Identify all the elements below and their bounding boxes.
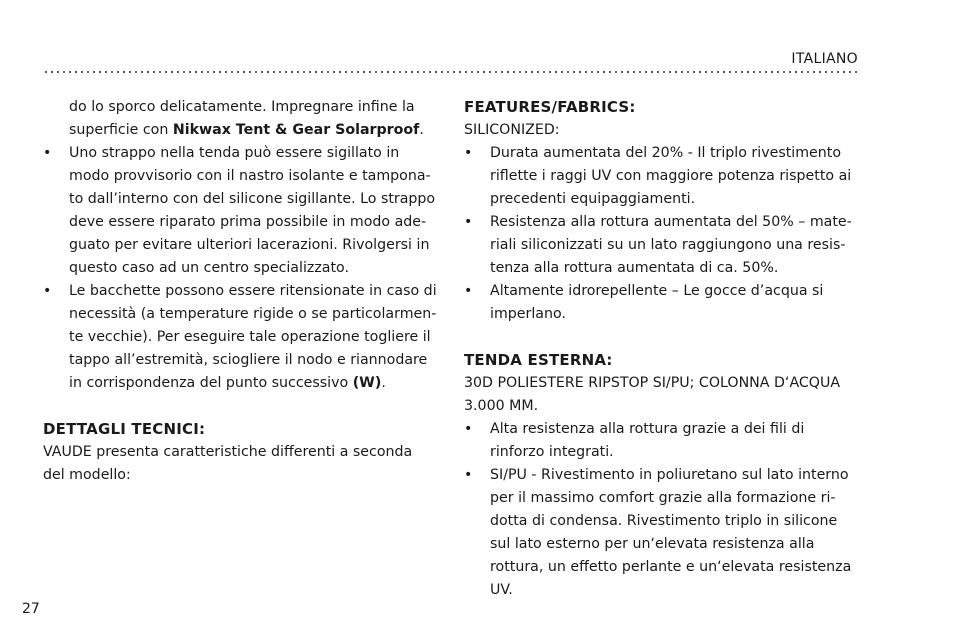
- bullet: •: [464, 145, 473, 161]
- siliconized-label: SILICONIZED:: [464, 122, 560, 138]
- outer-tent-heading: TENDA ESTERNA:: [464, 351, 613, 369]
- list-item: • Altamente idrorepellente – Le gocce d’acqua si imperlano.: [464, 280, 858, 326]
- page-number: 27: [22, 601, 40, 617]
- outer-tent-list: [464, 418, 858, 602]
- features-heading: FEATURES/FABRICS:: [464, 98, 636, 116]
- repair-list: [43, 142, 438, 395]
- bullet: •: [464, 214, 473, 230]
- dotted-divider: [43, 70, 858, 74]
- list-item: • Resistenza alla rottura aumentata del 50% – mate-riali siliconizzati su un lato raggiungono una resis-tenza alla rottura aumentata di ca. 50%.: [464, 211, 858, 280]
- list-item: • Alta resistenza alla rottura grazie a dei fili di rinforzo integrati.: [464, 418, 858, 464]
- bullet: •: [464, 467, 473, 483]
- bullet: •: [43, 145, 52, 161]
- list-item: • SI/PU - Rivestimento in poliuretano sul lato interno per il massimo comfort grazie alla formazione ri-dotta di condensa. Rivestimento triplo in silicone sul lato esterno per un‘elevata resistenza alla rottura, un effetto perlante e un‘elevata resistenza UV.: [464, 464, 858, 602]
- list-item: • Durata aumentata del 20% - Il triplo rivestimento riflette i raggi UV con maggiore potenza rispetto ai precedenti equipaggiamenti.: [464, 142, 858, 211]
- language-label: ITALIANO: [791, 51, 858, 67]
- outer-tent-spec: 30D POLIESTERE RIPSTOP SI/PU; COLONNA D‘ACQUA 3.000 MM.: [464, 375, 841, 414]
- product-name: Nikwax Tent & Gear Solarproof: [172, 122, 420, 138]
- right-column: [464, 96, 858, 602]
- bullet: •: [464, 283, 473, 299]
- bullet: •: [43, 283, 52, 299]
- list-item: • Uno strappo nella tenda può essere sigillato in modo provvisorio con il nastro isolante e tampona-to dall’interno con del silicone sigillante. Lo strappo deve essere riparato prima possibile in modo ade-guato per evitare ulteriori lacerazioni. Rivolgersi in questo caso ad un centro specializzato.: [43, 142, 438, 280]
- figure-reference: (W): [352, 375, 382, 391]
- list-item: • Le bacchette possono essere ritensionate in caso di necessità (a temperature rigide o se particolarmen-te vecchie). Per eseguire tale operazione togliere il tappo all’estremità, sciogliere il nodo e riannodare in corrispondenza del punto successivo (W).: [43, 280, 438, 395]
- continuation-paragraph: do lo sporco delicatamente. Impregnare infine la superficie con Nikwax Tent & Gear Solarproof.: [69, 99, 424, 138]
- left-column: [43, 96, 438, 487]
- tech-details-text: VAUDE presenta caratteristiche differenti a seconda del modello:: [43, 444, 413, 483]
- siliconized-list: [464, 142, 858, 326]
- tech-details-heading: DETTAGLI TECNICI:: [43, 420, 206, 438]
- bullet: •: [464, 421, 473, 437]
